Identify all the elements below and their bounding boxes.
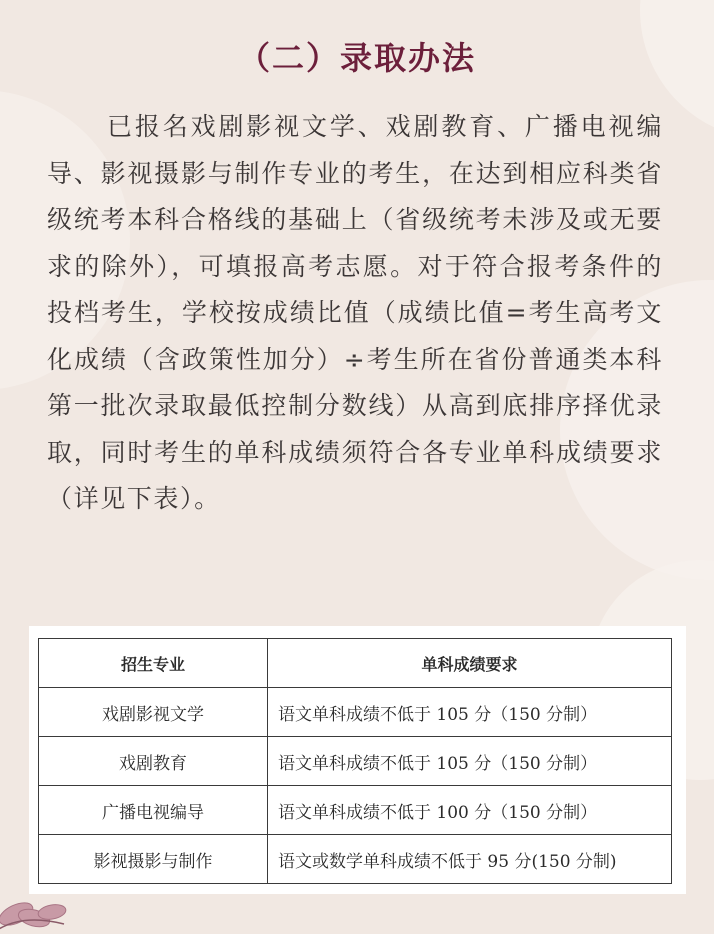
major-cell: 戏剧教育 xyxy=(39,737,268,786)
table-row xyxy=(39,688,672,737)
section-title: （二）录取办法 xyxy=(237,39,476,77)
table-row xyxy=(39,786,672,835)
requirement-cell: 语文单科成绩不低于 105 分（150 分制） xyxy=(268,737,672,786)
table-header-row xyxy=(39,639,672,688)
requirements-table-card xyxy=(29,626,686,894)
flower-icon xyxy=(0,884,84,934)
table-row xyxy=(39,737,672,786)
requirements-table xyxy=(38,638,672,884)
major-cell: 戏剧影视文学 xyxy=(39,688,268,737)
requirement-cell: 语文单科成绩不低于 100 分（150 分制） xyxy=(268,786,672,835)
table-row xyxy=(39,835,672,884)
requirement-cell: 语文单科成绩不低于 105 分（150 分制） xyxy=(268,688,672,737)
major-cell: 广播电视编导 xyxy=(39,786,268,835)
requirement-cell: 语文或数学单科成绩不低于 95 分(150 分制) xyxy=(268,835,672,884)
header-requirement: 单科成绩要求 xyxy=(268,639,672,688)
major-cell: 影视摄影与制作 xyxy=(39,835,268,884)
admission-method-paragraph: 已报名戏剧影视文学、戏剧教育、广播电视编导、影视摄影与制作专业的考生，在达到相应科类省级统考本科合格线的基础上（省级统考未涉及或无要求的除外），可填报高考志愿。对于符合报考条件的投档考生，学校按成绩比值（成绩比值=考生高考文化成绩（含政策性加分）÷考生所在省份普通类本科第一批次录取最低控制分数线）从高到底排序择优录取，同时考生的单科成绩须符合各专业单科成绩要求（详见下表）。 xyxy=(47,112,663,513)
header-major: 招生专业 xyxy=(39,639,268,688)
